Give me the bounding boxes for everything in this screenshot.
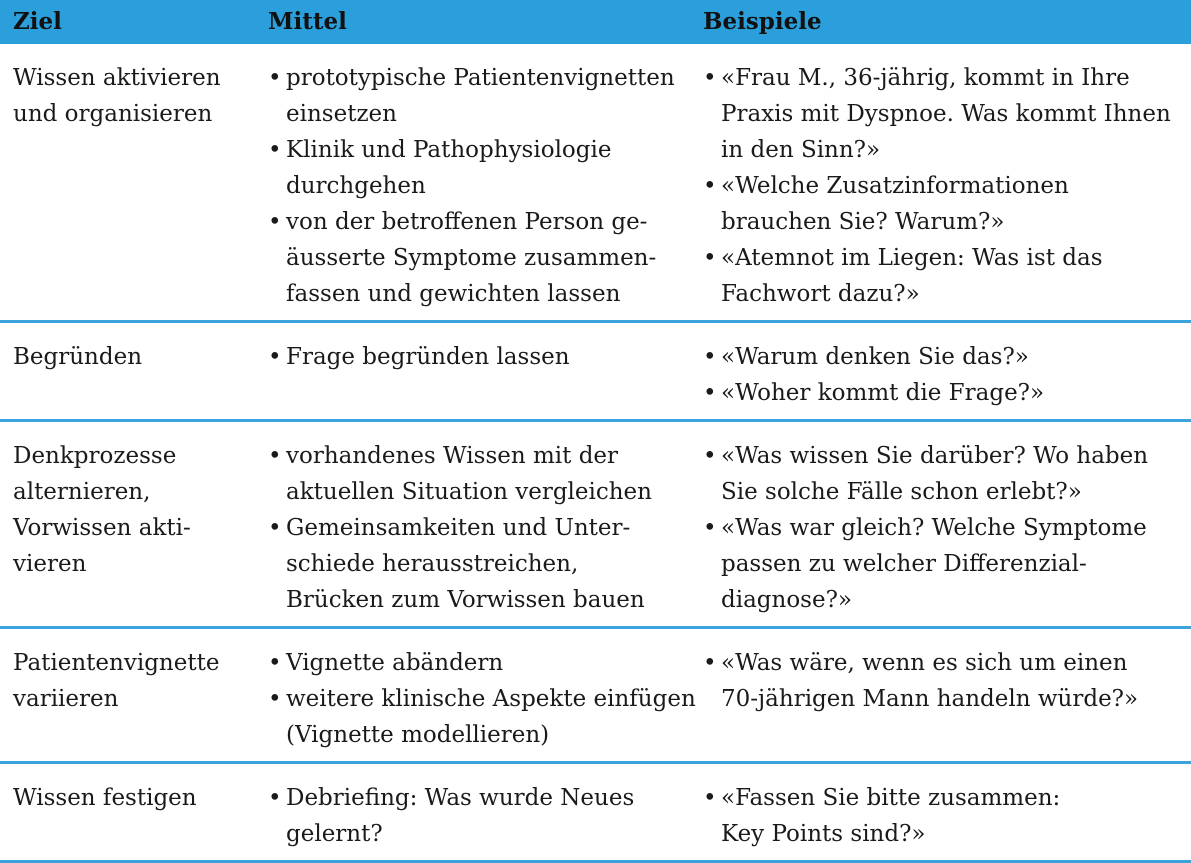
text-line: «Woher kommt die Frage?» — [721, 380, 1045, 406]
cell-mittel — [255, 764, 690, 860]
table-row — [0, 44, 1191, 323]
text-line: Key Points sind?» — [721, 821, 926, 847]
text-line: alternieren, — [13, 479, 151, 505]
text-line: «Welche Zusatzinformationen — [721, 173, 1069, 199]
table-row — [0, 629, 1191, 764]
header-beispiele: Beispiele — [703, 8, 822, 35]
text-line: Denkprozesse — [13, 443, 177, 469]
bullet-item — [703, 339, 1191, 375]
bullet-item — [703, 60, 1191, 168]
text-line: «Frau M., 36-jährig, kommt in Ihre — [721, 65, 1130, 91]
bullet-item — [703, 510, 1191, 618]
bullet-marker: • — [703, 650, 717, 676]
text-line: «Was wäre, wenn es sich um einen — [721, 650, 1128, 676]
text-line: aktuellen Situation vergleichen — [286, 479, 652, 505]
text-line: variieren — [13, 686, 119, 712]
cell-ziel — [0, 764, 255, 860]
text-line: gelernt? — [286, 821, 383, 847]
text-line: von der betroffenen Person ge- — [286, 209, 648, 235]
text-line: Sie solche Fälle schon erlebt?» — [721, 479, 1082, 505]
bullet-item — [268, 681, 696, 753]
text-line: Klinik und Pathophysiologie — [286, 137, 612, 163]
text-line: Wissen festigen — [13, 785, 197, 811]
bullet-marker: • — [703, 785, 717, 811]
cell-mittel — [255, 323, 690, 419]
bullet-item — [703, 645, 1191, 717]
cell-mittel — [255, 422, 690, 626]
text-line: Brücken zum Vorwissen bauen — [286, 587, 645, 613]
bullet-marker: • — [703, 380, 717, 406]
bullet-marker: • — [268, 515, 282, 541]
bullet-item — [703, 780, 1191, 852]
bullet-item — [268, 510, 690, 618]
text-line: durchgehen — [286, 173, 426, 199]
bullet-item — [703, 240, 1191, 312]
bullet-list — [703, 780, 1191, 852]
bullet-marker: • — [703, 515, 717, 541]
text-line: Vorwissen akti- — [13, 515, 191, 541]
text-line: Fachwort dazu?» — [721, 281, 920, 307]
text-line: «Atemnot im Liegen: Was ist das — [721, 245, 1103, 271]
bullet-marker: • — [268, 65, 282, 91]
bullet-list — [703, 645, 1191, 717]
text-line: «Warum denken Sie das?» — [721, 344, 1029, 370]
bullet-marker: • — [268, 650, 282, 676]
bullet-list — [703, 60, 1191, 312]
text-line: prototypische Patientenvignetten — [286, 65, 675, 91]
text-line: Gemeinsamkeiten und Unter- — [286, 515, 631, 541]
text-line: vieren — [13, 551, 87, 577]
cell-ziel — [0, 44, 255, 320]
text-line: 70-jährigen Mann handeln würde?» — [721, 686, 1139, 712]
bullet-list — [268, 60, 690, 312]
bullet-item — [703, 168, 1191, 240]
cell-ziel — [0, 629, 255, 761]
cell-ziel — [0, 323, 255, 419]
bullet-item — [268, 438, 690, 510]
text-line: und organisieren — [13, 101, 213, 127]
text-line: diagnose?» — [721, 587, 852, 613]
text-line: «Was war gleich? Welche Symptome — [721, 515, 1147, 541]
bullet-marker: • — [703, 173, 717, 199]
text-line: «Was wissen Sie darüber? Wo haben — [721, 443, 1149, 469]
table-body — [0, 44, 1191, 863]
bullet-marker: • — [268, 137, 282, 163]
cell-beispiele — [690, 422, 1191, 626]
bullet-marker: • — [268, 686, 282, 712]
text-line: passen zu welcher Differenzial- — [721, 551, 1087, 577]
bullet-marker: • — [268, 209, 282, 235]
bullet-list — [268, 339, 690, 375]
bullet-item — [268, 204, 690, 312]
bullet-marker: • — [268, 443, 282, 469]
bullet-marker: • — [268, 344, 282, 370]
table-row — [0, 323, 1191, 422]
bullet-item — [268, 339, 690, 375]
text-line: Vignette abändern — [286, 650, 504, 676]
text-line: äusserte Symptome zusammen- — [286, 245, 657, 271]
header-mittel: Mittel — [268, 8, 347, 35]
bullet-item — [268, 645, 690, 681]
text-line: Begründen — [13, 344, 143, 370]
text-line: einsetzen — [286, 101, 397, 127]
bullet-marker: • — [268, 785, 282, 811]
bullet-item — [268, 60, 690, 132]
bullet-marker: • — [703, 65, 717, 91]
text-line: (Vignette modellieren) — [286, 722, 550, 748]
cell-beispiele — [690, 323, 1191, 419]
text-line: weitere klinische Aspekte einfügen — [286, 686, 696, 712]
cell-beispiele — [690, 629, 1191, 761]
bullet-list — [268, 645, 696, 753]
cell-beispiele — [690, 764, 1191, 860]
bullet-list — [268, 438, 690, 618]
bullet-list — [268, 780, 690, 852]
text-line: Debriefing: Was wurde Neues — [286, 785, 635, 811]
text-line: Praxis mit Dyspnoe. Was kommt Ihnen — [721, 101, 1171, 127]
cell-mittel — [255, 44, 690, 320]
text-line: Wissen aktivieren — [13, 65, 221, 91]
bullet-list — [703, 339, 1191, 411]
bullet-list — [703, 438, 1191, 618]
cell-beispiele — [690, 44, 1191, 320]
text-line: brauchen Sie? Warum?» — [721, 209, 1005, 235]
table-row — [0, 422, 1191, 629]
bullet-item — [703, 375, 1191, 411]
text-line: schiede herausstreichen, — [286, 551, 579, 577]
table-header — [0, 0, 1191, 44]
text-line: Patientenvignette — [13, 650, 220, 676]
text-line: in den Sinn?» — [721, 137, 881, 163]
bullet-item — [268, 780, 690, 852]
table-row — [0, 764, 1191, 863]
bullet-marker: • — [703, 344, 717, 370]
bullet-item — [268, 132, 690, 204]
bullet-marker: • — [703, 245, 717, 271]
cell-ziel — [0, 422, 255, 626]
text-line: fassen und gewichten lassen — [286, 281, 621, 307]
bullet-marker: • — [703, 443, 717, 469]
cell-mittel — [255, 629, 696, 761]
text-line: «Fassen Sie bitte zusammen: — [721, 785, 1061, 811]
text-line: Frage begründen lassen — [286, 344, 570, 370]
header-ziel: Ziel — [13, 8, 62, 35]
bullet-item — [703, 438, 1191, 510]
text-line: vorhandenes Wissen mit der — [286, 443, 619, 469]
